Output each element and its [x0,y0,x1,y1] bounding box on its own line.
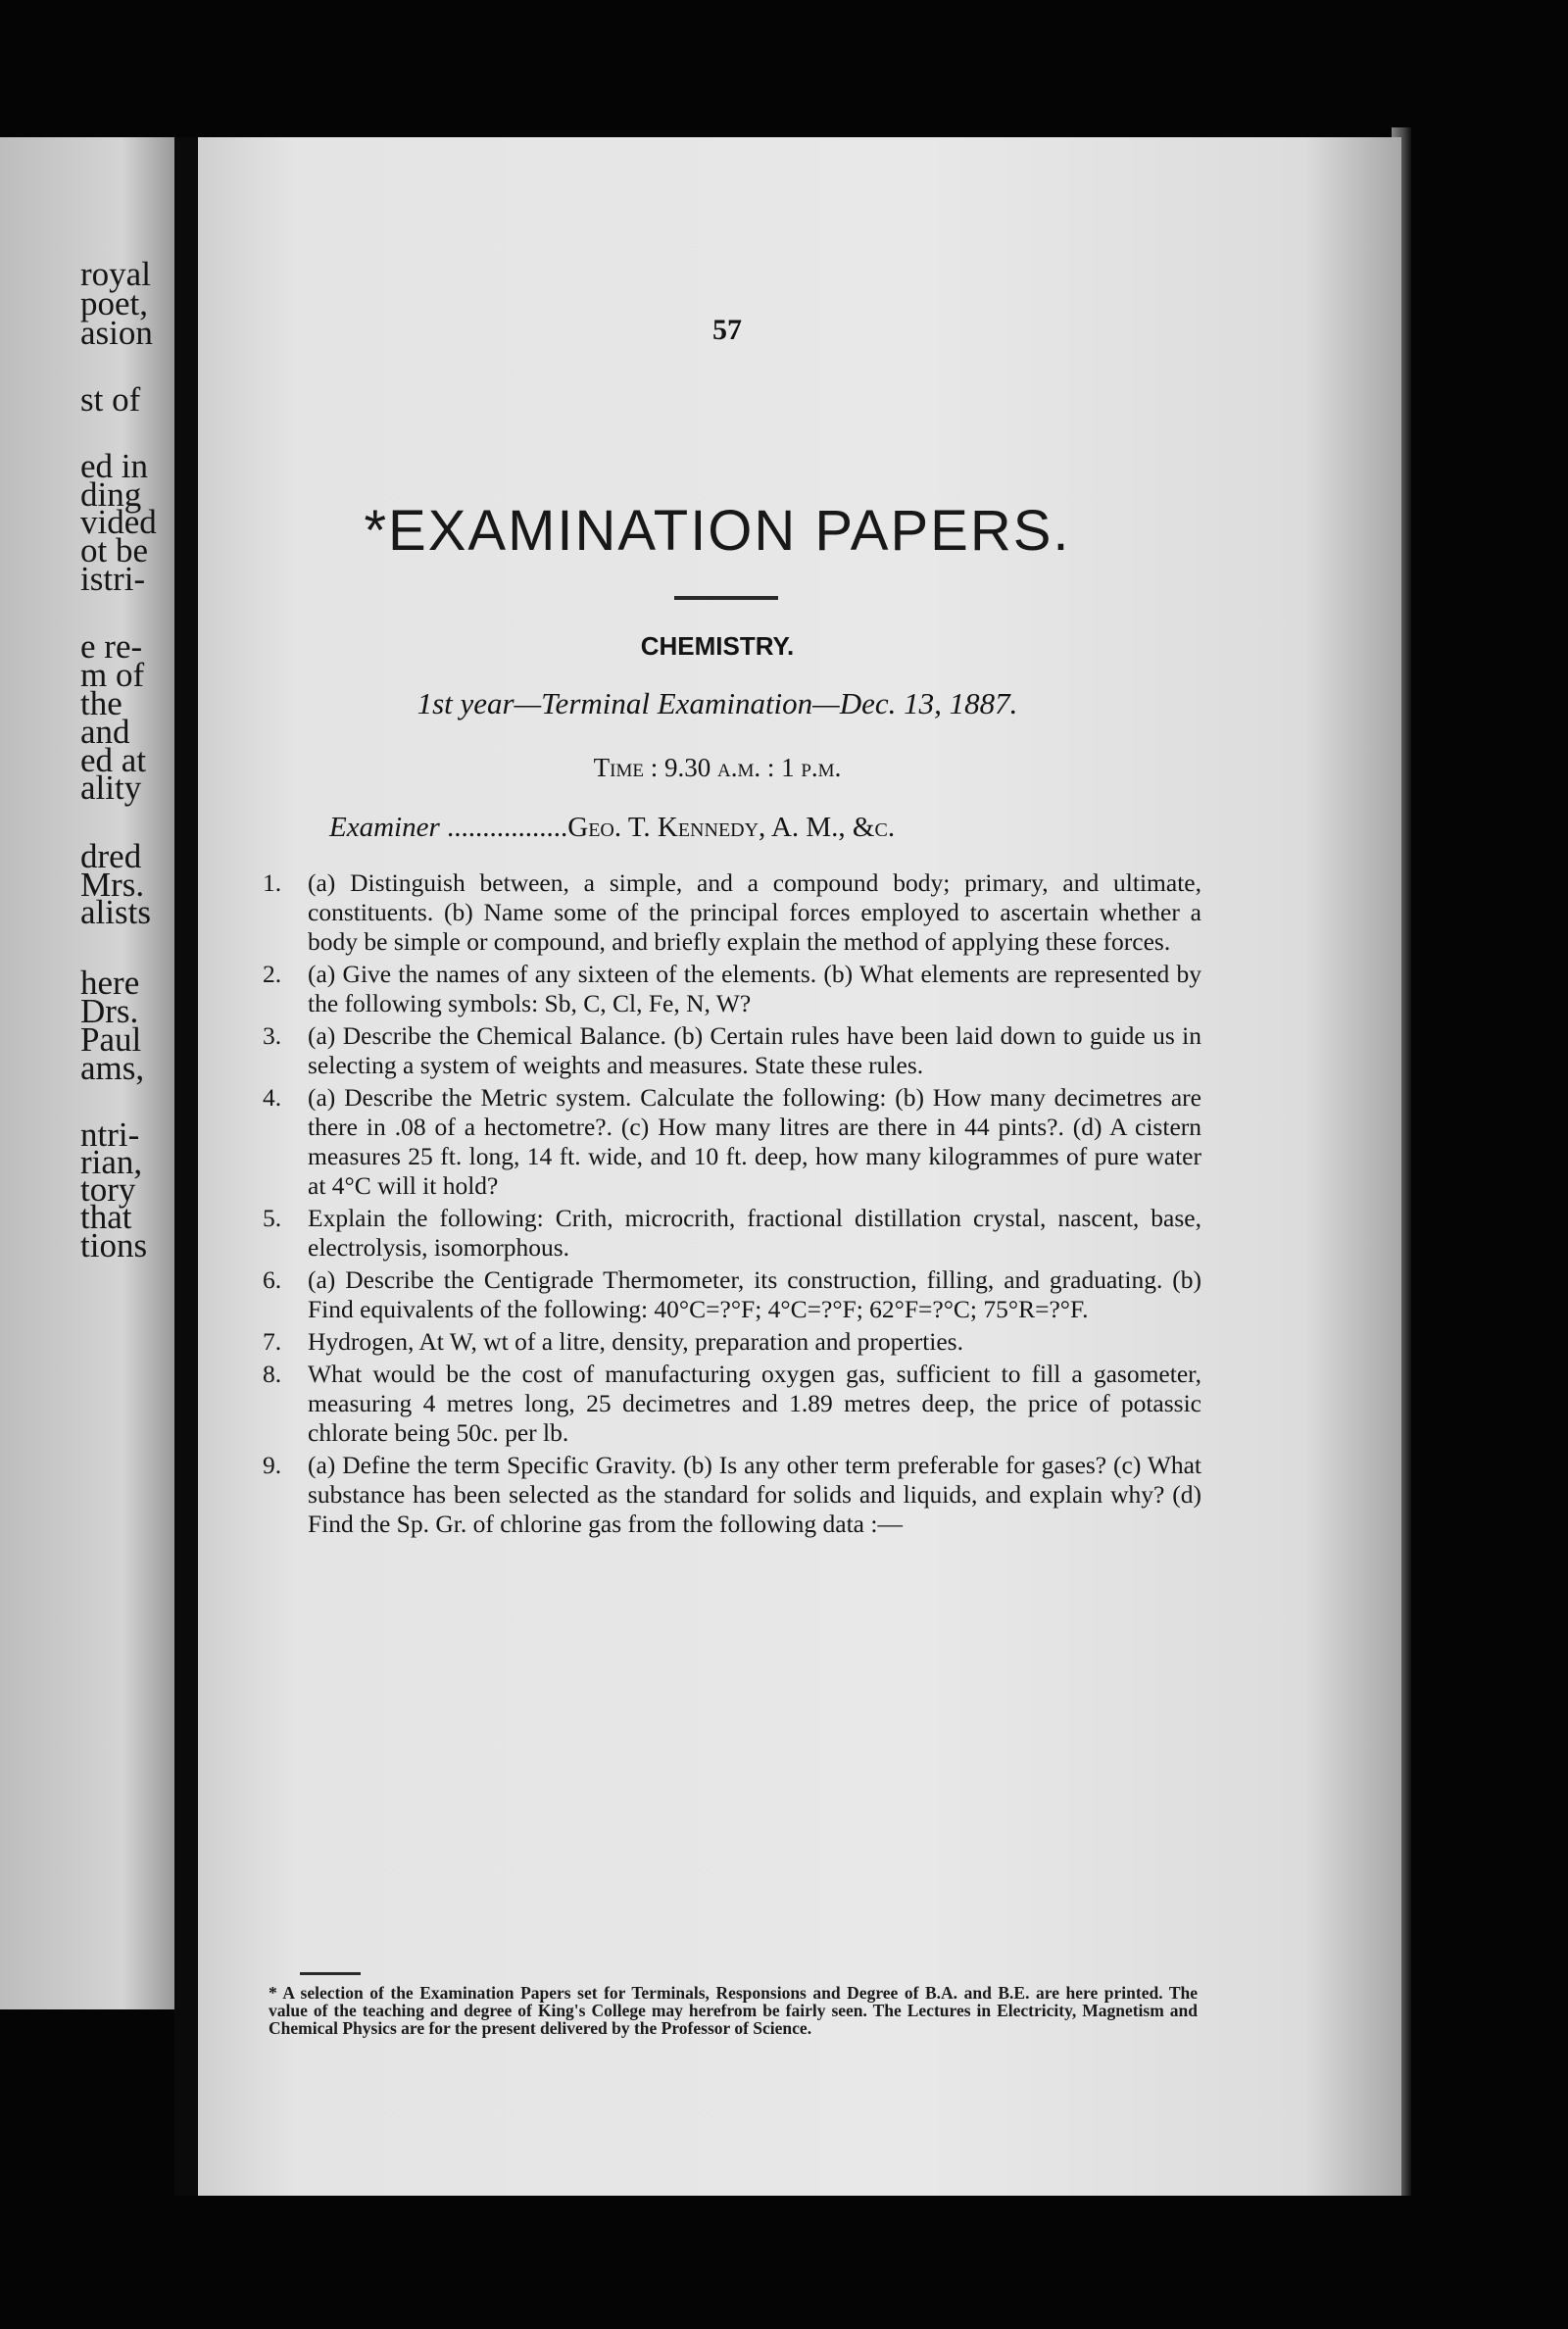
question-text: (a) Describe the Metric system. Calculate the following: (b) How many decimetres are there in .08 of a hectometre?. (c) How many litres are there in 44 pints?. (d) A cistern measures 25 ft. long, 14 ft. wide, and 10 ft. deep, how many kilogrammes of pure water at 4°C will it hold? [308,1083,1201,1200]
facing-page-text: Paul [80,1020,142,1059]
facing-page-text: Drs. [80,992,139,1030]
facing-page-text: istri- [80,560,146,598]
facing-page-text: ot be [80,531,149,570]
facing-page-text: e re- [80,627,143,666]
facing-page-text: asion [80,314,153,352]
question-text: (a) Give the names of any sixteen of the elements. (b) What elements are represented by the following symbols: Sb, C, Cl, Fe, N, W? [308,960,1201,1017]
question-item [263,1021,1201,1080]
facing-page-text: st of [80,380,141,419]
facing-page-text: ntri- [80,1115,140,1154]
question-number: 6. [263,1265,282,1294]
facing-page-text: ding [80,475,142,514]
facing-page-text: tory [80,1170,136,1209]
examiner-label: Examiner [329,812,440,843]
question-item [263,1327,1201,1357]
book-page [198,137,1401,2196]
facing-page-text: ed in [80,447,149,485]
page-title: *EXAMINATION PAPERS. [364,499,1071,563]
facing-page-text: Mrs. [80,866,145,904]
facing-page-text: here [80,964,140,1002]
footnote: * A selection of the Examination Papers set for Terminals, Responsions and Degree of B.A. and B.E. are here printed. The value of the teaching and degree of King's College may herefrom be fairly seen. The Lectures in Electricity, Magnetism and Chemical Physics are for the present delivered by the Professor of Science. [269,1983,1198,2038]
question-item [263,1360,1201,1448]
examiner-name: Geo. T. Kennedy, A. M., &c. [567,812,896,843]
question-number: 2. [263,960,282,988]
question-text: (a) Define the term Specific Gravity. (b) Is any other term preferable for gases? (c) What substance has been selected as the standard for solids and liquids, and explain why? (d) Find the Sp. Gr. of chlorine gas from the following data :— [308,1451,1201,1538]
subject-heading: CHEMISTRY. [640,631,795,661]
facing-page-text: alists [80,893,151,931]
question-number: 4. [263,1083,282,1112]
question-text: (a) Distinguish between, a simple, and a compound body; primary, and ultimate, constituents. (b) Name some of the principal forces employed to ascertain whether a body be simple or compound, and briefly explain the method of applying these forces. [308,868,1201,956]
question-text: Hydrogen, At W, wt of a litre, density, preparation and properties. [308,1327,963,1356]
facing-page-text: vided [80,503,157,541]
question-text: Explain the following: Crith, microcrith, fractional distillation crystal, nascent, base, electrolysis, isomorphous. [308,1204,1201,1262]
question-item [263,1265,1201,1324]
facing-page-text: rian, [80,1143,143,1181]
facing-page-text: ality [80,768,142,807]
facing-page-text: and [80,713,130,751]
question-number: 7. [263,1327,282,1356]
facing-page-text: the [80,684,122,722]
question-number: 3. [263,1021,282,1050]
footnote-divider [300,1972,361,1975]
question-text: (a) Describe the Chemical Balance. (b) Certain rules have been laid down to guide us in selecting a system of weights and measures. State these rules. [308,1021,1201,1079]
question-number: 5. [263,1204,282,1232]
question-item [263,1451,1201,1539]
question-text: (a) Describe the Centigrade Thermometer, its construction, filling, and graduating. (b) Find equivalents of the following: 40°C=?°F; 4°C=?°F; 62°F=?°C; 75°R=?°F. [308,1265,1201,1323]
question-text: What would be the cost of manufacturing oxygen gas, sufficient to fill a gasometer, measuring 4 metres long, 25 decimetres and 1.89 metres deep, the price of potassic chlorate being 50c. per lb. [308,1360,1201,1447]
question-item [263,868,1201,957]
exam-time: Time : 9.30 a.m. : 1 p.m. [593,753,842,782]
question-item [263,960,1201,1018]
book-gutter [174,137,198,2196]
facing-page-text: dred [80,837,142,875]
exam-description: 1st year—Terminal Examination—Dec. 13, 1887. [416,686,1018,720]
facing-page-text: poet, [80,284,149,322]
facing-page-text: ams, [80,1049,145,1087]
question-number: 9. [263,1451,282,1479]
question-number: 1. [263,868,282,897]
page-number: 57 [712,314,742,346]
question-list [263,868,1201,1542]
facing-page-fragment [0,137,174,2009]
facing-page-text: m of [80,656,145,694]
question-number: 8. [263,1360,282,1388]
facing-page-text: tions [80,1226,148,1264]
facing-page-text: royal [80,255,151,293]
title-divider [674,596,778,600]
examiner-line [329,812,1211,844]
question-item [263,1083,1201,1201]
question-item [263,1204,1201,1263]
facing-page-text: that [80,1198,132,1236]
examiner-leader-dots: ................. [439,812,568,843]
facing-page-text: ed at [80,741,147,779]
